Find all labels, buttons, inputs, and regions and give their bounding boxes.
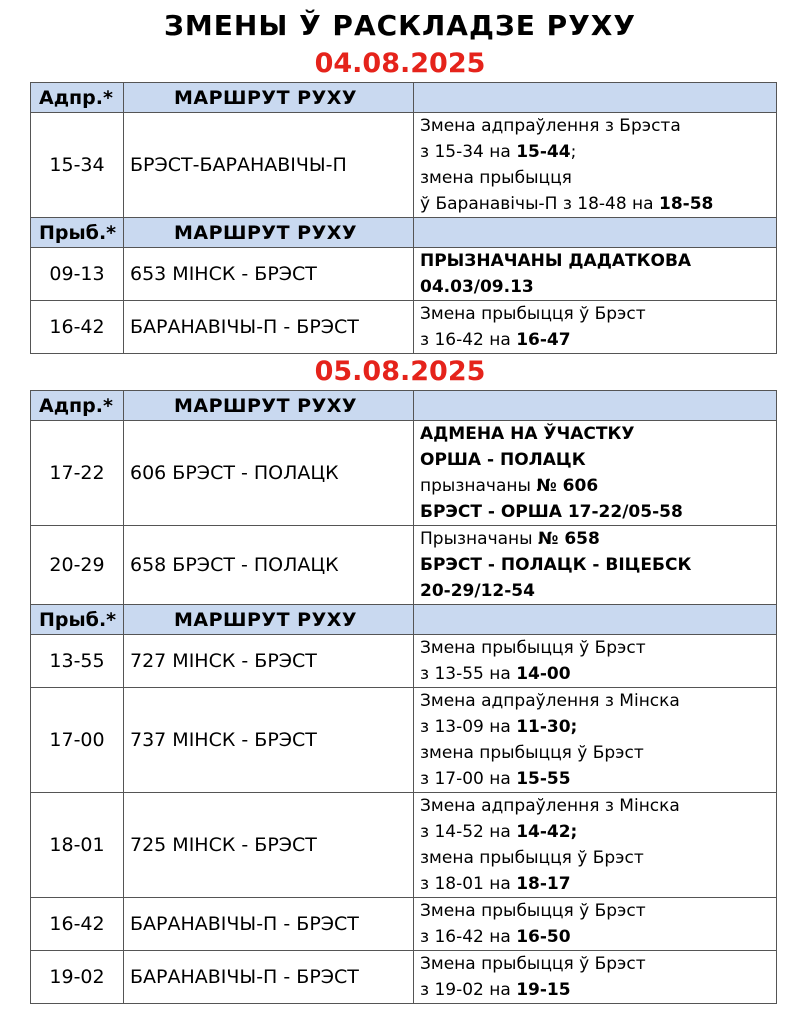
note-line (420, 499, 776, 525)
note-line (420, 274, 776, 300)
note-line (420, 165, 776, 191)
row-route: БАРАНАВІЧЫ-П - БРЭСТ (124, 898, 414, 951)
schedule-page (0, 6, 800, 1030)
note-text: 16-47 (516, 330, 571, 350)
row-time: 13-55 (31, 635, 124, 688)
table-row (31, 526, 777, 605)
table-row (31, 301, 777, 354)
schedule-table (30, 82, 777, 354)
row-time: 16-42 (31, 898, 124, 951)
note-text: 14-00 (516, 664, 571, 684)
note-text: 20-29/12-54 (420, 581, 535, 601)
note-line (420, 473, 776, 499)
note-text: 18-58 (659, 194, 714, 214)
note-text: 18-17 (516, 874, 571, 894)
column-header-route: МАРШРУТ РУХУ (124, 83, 414, 113)
note-text: ў Баранавічы-П з 18-48 на (420, 194, 659, 214)
note-line (420, 819, 776, 845)
note-text: 04.03/09.13 (420, 277, 534, 297)
schedule-date: 04.08.2025 (314, 48, 486, 79)
note-line (420, 578, 776, 604)
column-header-type: Адпр.* (31, 391, 124, 421)
row-route: 658 БРЭСТ - ПОЛАЦК (124, 526, 414, 605)
note-text: Змена прыбыцця ў Брэст (420, 638, 646, 658)
row-note (414, 898, 777, 951)
row-route: 653 МІНСК - БРЭСТ (124, 248, 414, 301)
note-line (420, 924, 776, 950)
note-line (420, 301, 776, 327)
note-text: з 19-02 на (420, 980, 517, 1000)
note-text: № 606 (536, 476, 599, 496)
note-line (420, 793, 776, 819)
note-text: Змена прыбыцця ў Брэст (420, 304, 646, 324)
page-title: ЗМЕНЫ Ў РАСКЛАДЗЕ РУХУ (164, 9, 636, 42)
row-time: 17-22 (31, 421, 124, 526)
section-header-row (31, 391, 777, 421)
table-row (31, 898, 777, 951)
row-note (414, 688, 777, 793)
note-line (420, 248, 776, 274)
note-text: з 18-01 на (420, 874, 517, 894)
note-line (420, 740, 776, 766)
note-text: 19-15 (516, 980, 571, 1000)
column-header-route: МАРШРУТ РУХУ (124, 605, 414, 635)
table-row (31, 793, 777, 898)
column-header-note (414, 83, 777, 113)
row-route: БАРАНАВІЧЫ-П - БРЭСТ (124, 301, 414, 354)
section-header-row (31, 605, 777, 635)
note-text: Змена прыбыцця ў Брэст (420, 954, 646, 974)
column-header-route: МАРШРУТ РУХУ (124, 218, 414, 248)
note-line (420, 139, 776, 165)
note-line (420, 191, 776, 217)
row-note (414, 635, 777, 688)
row-note (414, 421, 777, 526)
row-note (414, 248, 777, 301)
column-header-note (414, 605, 777, 635)
note-line (420, 661, 776, 687)
column-header-route: МАРШРУТ РУХУ (124, 391, 414, 421)
note-text: 11-30; (516, 717, 578, 737)
note-line (420, 113, 776, 139)
row-route: 737 МІНСК - БРЭСТ (124, 688, 414, 793)
note-text: БРЭСТ - ПОЛАЦК - ВІЦЕБСК (420, 555, 692, 575)
note-text: 14-42; (516, 822, 578, 842)
note-text: БРЭСТ - ОРША 17-22/05-58 (420, 502, 683, 522)
note-line (420, 688, 776, 714)
note-text: Змена адпраўлення з Мінска (420, 796, 680, 816)
table-row (31, 635, 777, 688)
note-line (420, 635, 776, 661)
note-text: 15-55 (516, 769, 571, 789)
row-time: 16-42 (31, 301, 124, 354)
row-route: 725 МІНСК - БРЭСТ (124, 793, 414, 898)
row-time: 09-13 (31, 248, 124, 301)
section-header-row (31, 218, 777, 248)
note-text: Змена прыбыцця ў Брэст (420, 901, 646, 921)
table-row (31, 113, 777, 218)
note-text: змена прыбыцця (420, 168, 572, 188)
row-time: 15-34 (31, 113, 124, 218)
days-container (0, 46, 800, 1004)
section-header-row (31, 83, 777, 113)
row-route: 727 МІНСК - БРЭСТ (124, 635, 414, 688)
note-text: 16-50 (516, 927, 571, 947)
note-line (420, 526, 776, 552)
row-time: 17-00 (31, 688, 124, 793)
note-text: Змена адпраўлення з Мінска (420, 691, 680, 711)
note-text: 15-44 (516, 142, 571, 162)
note-text: з 14-52 на (420, 822, 517, 842)
note-text: ПРЫЗНАЧАНЫ ДАДАТКОВА (420, 251, 692, 271)
note-text: з 16-42 на (420, 330, 517, 350)
row-time: 18-01 (31, 793, 124, 898)
row-time: 20-29 (31, 526, 124, 605)
note-text: прызначаны (420, 476, 537, 496)
note-line (420, 327, 776, 353)
row-note (414, 301, 777, 354)
note-text: з 17-00 на (420, 769, 517, 789)
note-line (420, 421, 776, 447)
row-note (414, 113, 777, 218)
note-line (420, 714, 776, 740)
note-text: з 13-55 на (420, 664, 517, 684)
note-text: змена прыбыцця ў Брэст (420, 848, 644, 868)
note-text: з 13-09 на (420, 717, 517, 737)
schedule-date: 05.08.2025 (314, 356, 486, 387)
column-header-note (414, 218, 777, 248)
note-text: з 16-42 на (420, 927, 517, 947)
note-text: Змена адпраўлення з Брэста (420, 116, 681, 136)
note-text: № 658 (537, 529, 600, 549)
note-text: з 15-34 на (420, 142, 517, 162)
row-note (414, 951, 777, 1004)
row-time: 19-02 (31, 951, 124, 1004)
column-header-type: Прыб.* (31, 218, 124, 248)
note-text: Прызначаны (420, 529, 538, 549)
schedule-table (30, 390, 777, 1004)
note-text: ОРША - ПОЛАЦК (420, 450, 586, 470)
column-header-type: Прыб.* (31, 605, 124, 635)
column-header-type: Адпр.* (31, 83, 124, 113)
note-text: змена прыбыцця ў Брэст (420, 743, 644, 763)
row-route: 606 БРЭСТ - ПОЛАЦК (124, 421, 414, 526)
note-line (420, 898, 776, 924)
note-line (420, 951, 776, 977)
note-line (420, 552, 776, 578)
column-header-note (414, 391, 777, 421)
note-line (420, 447, 776, 473)
row-route: БАРАНАВІЧЫ-П - БРЭСТ (124, 951, 414, 1004)
row-note (414, 793, 777, 898)
note-line (420, 977, 776, 1003)
table-row (31, 248, 777, 301)
note-line (420, 766, 776, 792)
table-row (31, 951, 777, 1004)
note-line (420, 845, 776, 871)
table-row (31, 688, 777, 793)
table-row (31, 421, 777, 526)
note-line (420, 871, 776, 897)
row-route: БРЭСТ-БАРАНАВІЧЫ-П (124, 113, 414, 218)
row-note (414, 526, 777, 605)
note-text: ; (570, 142, 577, 162)
note-text: АДМЕНА НА ЎЧАСТКУ (420, 424, 635, 444)
